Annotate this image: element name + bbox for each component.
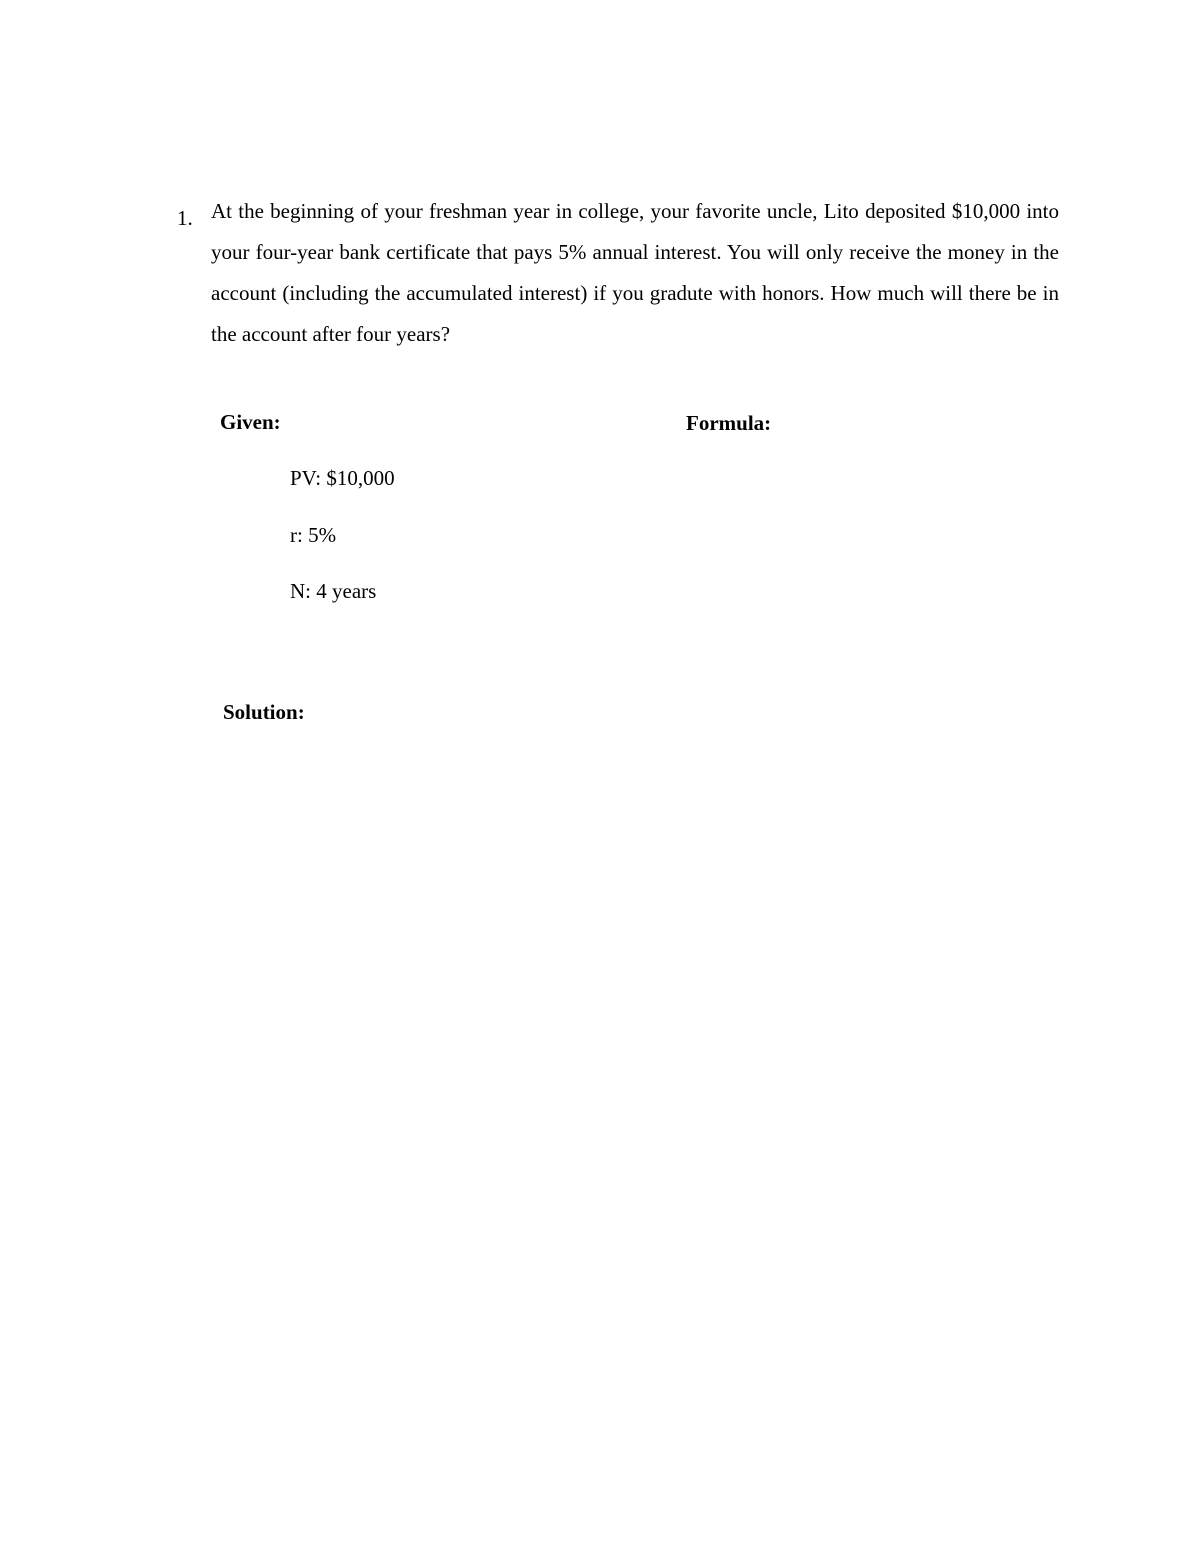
- question-number: 1.: [177, 206, 193, 230]
- given-item-pv: PV: $10,000: [290, 466, 395, 490]
- given-heading: Given:: [220, 410, 281, 434]
- question-text: At the beginning of your freshman year in college, your favorite uncle, Lito deposited $10,000 into your four-year bank certificate that pays 5% annual interest. You will only receive the money in the account (including the accumulated interest) if you gradute with honors. How much will there be in the account after four years?: [211, 199, 1059, 346]
- solution-heading: Solution:: [223, 700, 305, 724]
- formula-heading: Formula:: [686, 411, 772, 435]
- given-item-rate: r: 5%: [290, 523, 337, 547]
- given-item-periods: N: 4 years: [290, 579, 377, 603]
